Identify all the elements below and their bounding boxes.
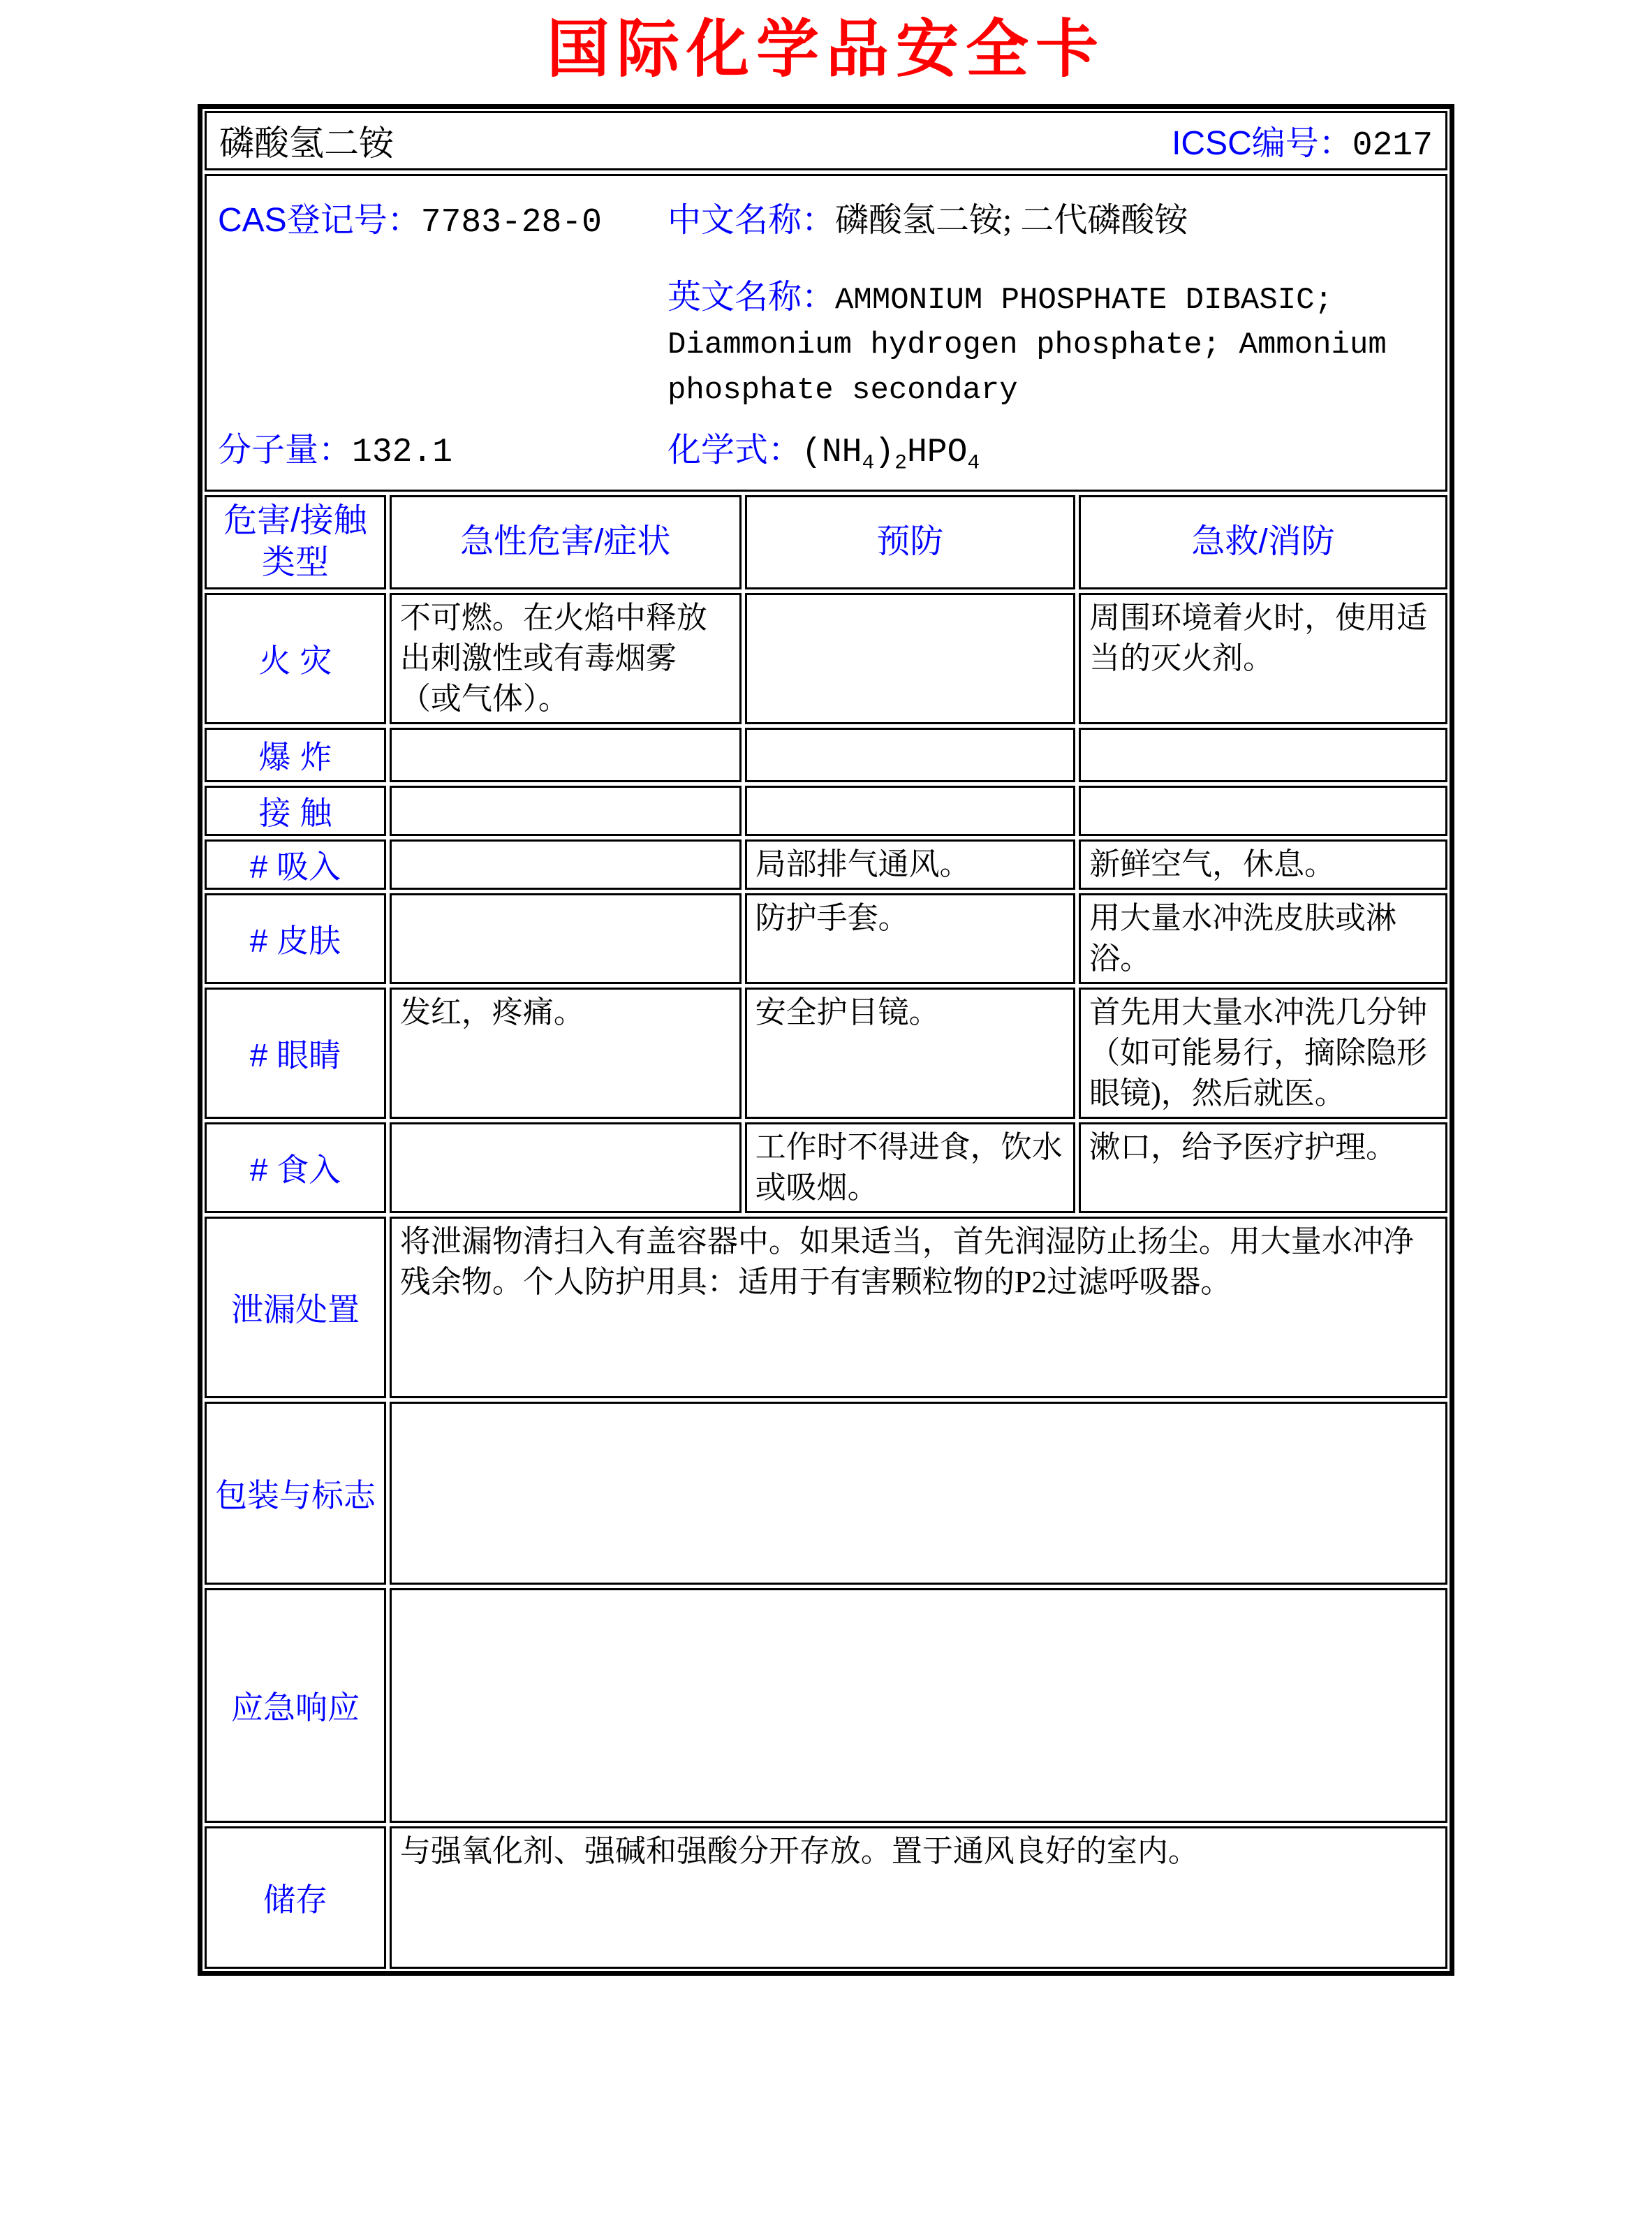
molecular-weight-value: 132.1 [352, 433, 453, 471]
icsc-number-value: 0217 [1352, 127, 1433, 165]
column-header-hazard-type-line2: 类型 [261, 544, 329, 581]
molecular-weight-group [218, 423, 452, 471]
explosion-first-aid [1079, 728, 1447, 782]
inhalation-first-aid: 新鲜空气，休息。 [1079, 839, 1447, 890]
column-header-prevention: 预防 [745, 495, 1075, 589]
packaging-label: 包装与标志 [205, 1402, 386, 1585]
hazard-row-ingestion [205, 1122, 1447, 1213]
hazard-row-eyes [205, 988, 1447, 1119]
hazard-row-inhalation [205, 839, 1447, 890]
contact-first-aid [1079, 786, 1447, 836]
english-name-group [668, 270, 1418, 413]
icsc-number-group [1172, 116, 1433, 165]
safety-card-table [198, 104, 1454, 1976]
spillage-label: 泄漏处置 [205, 1217, 386, 1398]
contact-symptoms [390, 786, 742, 836]
chemical-formula-group [668, 423, 980, 475]
contact-label: 接 触 [205, 786, 386, 836]
emergency-response-content [390, 1588, 1447, 1823]
hazard-row-explosion [205, 728, 1447, 782]
eyes-label: # 眼睛 [205, 988, 386, 1119]
skin-prevention: 防护手套。 [745, 893, 1075, 984]
chinese-name-label: 中文名称： [668, 201, 836, 239]
explosion-symptoms [390, 728, 742, 782]
substance-header-cell [205, 111, 1447, 170]
english-name-label: 英文名称： [668, 278, 836, 316]
packaging-content [390, 1402, 1447, 1585]
eyes-symptoms: 发红，疼痛。 [390, 988, 742, 1119]
section-row-emergency-response [205, 1588, 1447, 1823]
section-row-spillage [205, 1217, 1447, 1398]
chemical-formula-value: $(NH_4)_2HPO_4$ [802, 433, 980, 475]
english-name-value: AMMONIUM PHOSPHATE DIBASIC; Diammonium hydrogen phosphate; Ammonium phosphate secondary [668, 282, 1387, 409]
chemical-formula-label: 化学式： [668, 431, 802, 469]
column-header-hazard-type-line1: 危害/接触 [223, 502, 367, 539]
column-header-first-aid: 急救/消防 [1079, 495, 1447, 589]
spillage-content: 将泄漏物清扫入有盖容器中。如果适当，首先润湿防止扬尘。用大量水冲净残余物。个人防护用具：适用于有害颗粒物的P2过滤呼吸器。 [390, 1217, 1447, 1398]
section-row-storage [205, 1826, 1447, 1969]
icsc-number-label: ICSC编号： [1172, 125, 1352, 162]
identification-cell [205, 174, 1447, 492]
chinese-name-group [668, 193, 1188, 241]
contact-prevention [745, 786, 1075, 836]
eyes-first-aid: 首先用大量水冲洗几分钟（如可能易行，摘除隐形眼镜)，然后就医。 [1079, 988, 1447, 1119]
explosion-label: 爆 炸 [205, 728, 386, 782]
skin-label: # 皮肤 [205, 893, 386, 984]
fire-symptoms: 不可燃。在火焰中释放出刺激性或有毒烟雾（或气体）。 [390, 593, 742, 724]
fire-first-aid: 周围环境着火时，使用适当的灭火剂。 [1079, 593, 1447, 724]
hazard-row-fire [205, 593, 1447, 724]
cas-number-value: 7783-28-0 [420, 203, 602, 242]
skin-first-aid: 用大量水冲洗皮肤或淋浴。 [1079, 893, 1447, 984]
column-header-hazard-type [205, 495, 386, 589]
ingestion-first-aid: 漱口，给予医疗护理。 [1079, 1122, 1447, 1213]
cas-number-label: CAS登记号： [218, 201, 421, 239]
column-header-acute-hazards: 急性危害/症状 [390, 495, 742, 589]
hazard-row-contact [205, 786, 1447, 836]
page-title: 国际化学品安全卡 [547, 15, 1105, 85]
substance-name: 磷酸氢二铵 [219, 124, 394, 163]
storage-content: 与强氧化剂、强碱和强酸分开存放。置于通风良好的室内。 [390, 1826, 1447, 1969]
inhalation-symptoms [390, 839, 742, 890]
hazard-table-header-row [205, 495, 1447, 589]
explosion-prevention [745, 728, 1075, 782]
substance-header-row [205, 111, 1447, 170]
cas-number-group [218, 193, 602, 242]
identification-row [205, 174, 1447, 492]
skin-symptoms [390, 893, 742, 984]
hazard-row-skin [205, 893, 1447, 984]
section-row-packaging [205, 1402, 1447, 1585]
molecular-weight-label: 分子量： [218, 431, 353, 469]
eyes-prevention: 安全护目镜。 [745, 988, 1075, 1119]
ingestion-prevention: 工作时不得进食，饮水或吸烟。 [745, 1122, 1075, 1213]
ingestion-symptoms [390, 1122, 742, 1213]
fire-prevention [745, 593, 1075, 724]
ingestion-label: # 食入 [205, 1122, 386, 1213]
inhalation-label: # 吸入 [205, 839, 386, 890]
fire-label: 火 灾 [205, 593, 386, 724]
storage-label: 储存 [205, 1826, 386, 1969]
emergency-response-label: 应急响应 [205, 1588, 386, 1823]
chinese-name-value: 磷酸氢二铵; 二代磷酸铵 [835, 201, 1188, 239]
inhalation-prevention: 局部排气通风。 [745, 839, 1075, 890]
